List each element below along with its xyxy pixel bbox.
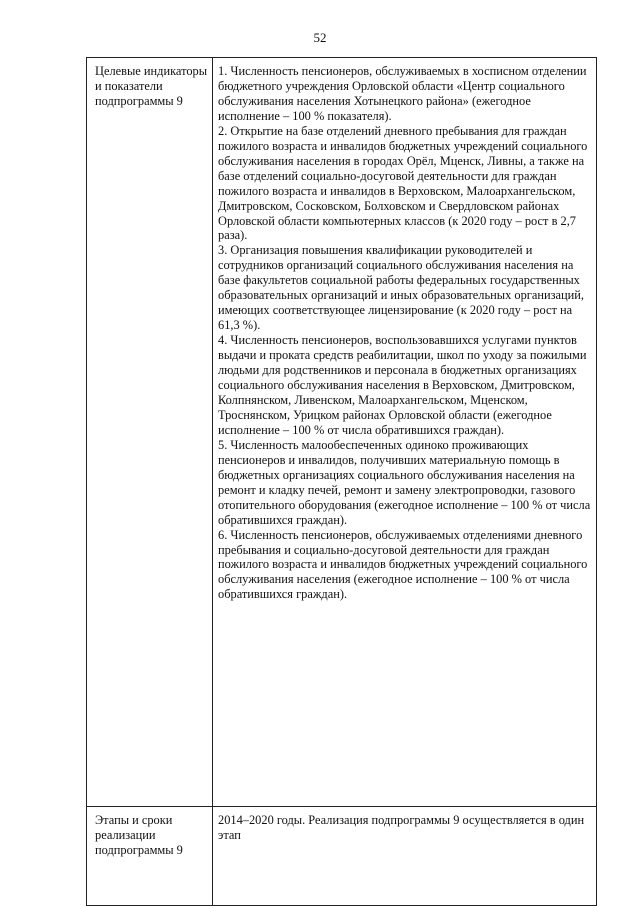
indicator-item-2: 2. Открытие на базе отделений дневного пребывания для граждан пожилого возраста и инвалидов бюджетных учреждений социального обслуживания населения в городах Орёл, Мценск, Ливны, а также на базе отделений социально-досуговой деятельности для граждан пожилого возраста и инвалидов в Верховском, Малоархангельском, Дмитровском, Сосковском, Болховском и Свердловском районах Орловской области компьютерных классов (к 2020 году – рост в 2,7 раза). [218, 123, 588, 243]
table-row-target-indicators [87, 58, 597, 807]
indicator-item-4: 4. Численность пенсионеров, воспользовавшихся услугами пунктов выдачи и проката средств реабилитации, школ по уходу за пожилыми людьми для родственников и персонала в бюджетных организациях социального обслуживания населения в Верховском, Дмитровском, Колпнянском, Ливенском, Малоархангельском, Мценском, Троснянском, Урицком районах Орловской области (ежегодное исполнение – 100 % от числа обратившихся граждан). [218, 333, 587, 437]
row-content-cell [213, 58, 597, 807]
subprogram-passport-table [86, 57, 597, 906]
row-label-cell [87, 58, 213, 807]
row-content-cell [213, 807, 597, 906]
stages-text: 2014–2020 годы. Реализация подпрограммы 9 осуществляется в один этап [218, 813, 585, 842]
page-number: 52 [313, 30, 327, 45]
indicator-item-1: 1. Численность пенсионеров, обслуживаемых в хосписном отделении бюджетного учреждения Орловской области «Центр социального обслуживания населения Хотынецкого района» (ежегодное исполнение – 100 % показателя). [218, 64, 587, 123]
row-label: Этапы и сроки реализации подпрограммы 9 [95, 813, 183, 857]
row-label: Целевые индикаторы и показатели подпрограммы 9 [95, 64, 208, 108]
indicator-item-5: 5. Численность малообеспеченных одиноко проживающих пенсионеров и инвалидов, получивших материальную помощь в бюджетных организациях социального обслуживания населения на ремонт и кладку печей, ремонт и замену электропроводки, газового отопительного оборудования (ежегодное исполнение – 100 % от числа обратившихся граждан). [218, 437, 591, 527]
indicator-item-3: 3. Организация повышения квалификации руководителей и сотрудников организаций социального обслуживания населения на базе факультетов социальной работы федеральных государственных образовательных организаций и иных образовательных организаций, имеющих соответствующее лицензирование (к 2020 году – рост на 61,3 %). [218, 243, 584, 333]
row-label-cell [87, 807, 213, 906]
indicator-item-6: 6. Численность пенсионеров, обслуживаемых отделениями дневного пребывания и социально-досуговой деятельности для граждан пожилого возраста и инвалидов бюджетных учреждений социального обслуживания населения (ежегодное исполнение – 100 % от числа обратившихся граждан). [218, 527, 588, 602]
table-row-stages-and-terms [87, 807, 597, 906]
